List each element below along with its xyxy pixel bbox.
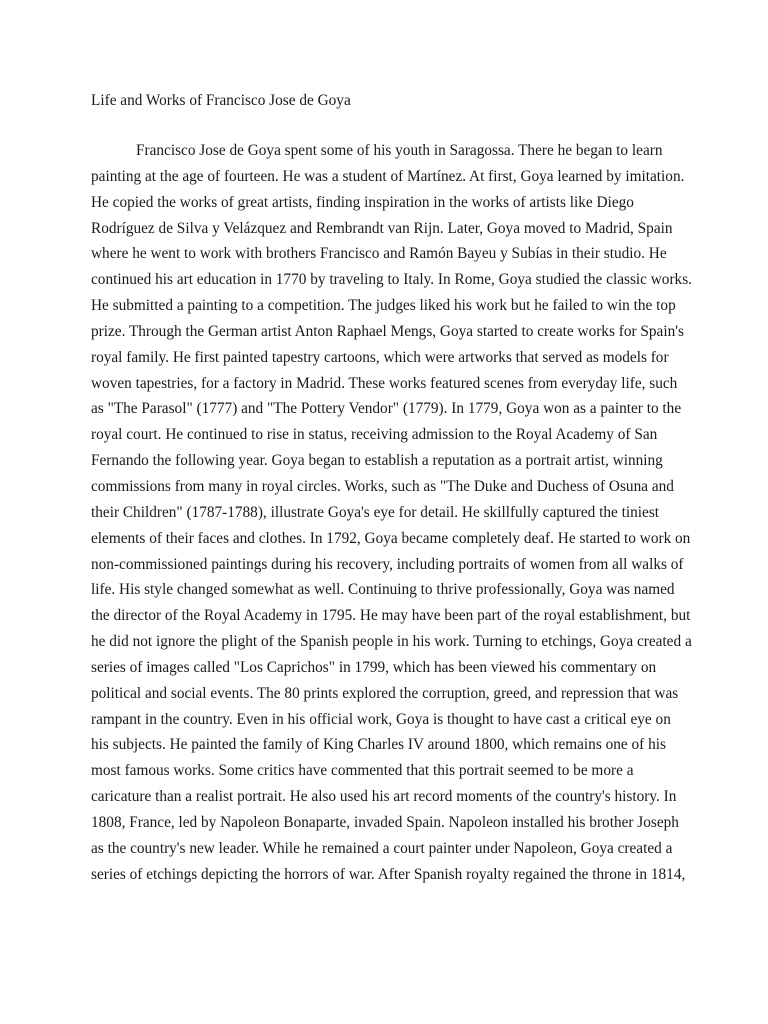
body-line: where he went to work with brothers Francisco and Ramón Bayeu y Subías in their studio. He [91,245,667,263]
body-line: rampant in the country. Even in his official work, Goya is thought to have cast a critical eye on [91,710,671,728]
body-line: their Children" (1787-1788), illustrate Goya's eye for detail. He skillfully captured the tiniest [91,503,660,521]
body-line: life. His style changed somewhat as well. Continuing to thrive professionally, Goya was named [91,581,675,599]
body-line: the director of the Royal Academy in 1795. He may have been part of the royal establishment, but [91,607,691,625]
document-body [91,141,691,890]
document-title: Life and Works of Francisco Jose de Goya [91,92,351,109]
body-line: He submitted a painting to a competition. The judges liked his work but he failed to win the top [91,297,676,315]
body-line: painting at the age of fourteen. He was a student of Martínez. At first, Goya learned by imitation. [91,167,685,185]
body-line: elements of their faces and clothes. In 1792, Goya became completely deaf. He started to work on [91,529,691,547]
body-line: woven tapestries, for a factory in Madrid. These works featured scenes from everyday life, such [91,374,678,392]
body-line: as "The Parasol" (1777) and "The Pottery Vendor" (1779). In 1779, Goya won as a painter to the [91,400,682,418]
body-line: his subjects. He painted the family of King Charles IV around 1800, which remains one of his [91,736,666,754]
body-line: he did not ignore the plight of the Spanish people in his work. Turning to etchings, Goya created a [91,633,692,651]
body-line: most famous works. Some critics have commented that this portrait seemed to be more a [91,762,634,780]
body-line: royal court. He continued to rise in status, receiving admission to the Royal Academy of San [91,426,658,444]
body-line: as the country's new leader. While he remained a court painter under Napoleon, Goya created a [91,839,673,857]
body-line: Francisco Jose de Goya spent some of his youth in Saragossa. There he began to learn [136,142,663,159]
body-line: continued his art education in 1770 by traveling to Italy. In Rome, Goya studied the classic works. [91,271,692,289]
body-line: royal family. He first painted tapestry cartoons, which were artworks that served as models for [91,348,669,366]
body-line: non-commissioned paintings during his recovery, including portraits of women from all walks of [91,555,684,573]
body-line: political and social events. The 80 prints explored the corruption, greed, and repression that was [91,684,679,702]
body-line: 1808, France, led by Napoleon Bonaparte, invaded Spain. Napoleon installed his brother Joseph [91,813,679,831]
body-line: Fernando the following year. Goya began to establish a reputation as a portrait artist, winning [91,452,663,470]
body-line: Rodríguez de Silva y Velázquez and Rembrandt van Rijn. Later, Goya moved to Madrid, Spain [91,219,673,237]
body-line: prize. Through the German artist Anton Raphael Mengs, Goya started to create works for Spain's [91,322,684,340]
body-line: series of images called "Los Caprichos" in 1799, which has been viewed his commentary on [91,658,657,676]
body-line: He copied the works of great artists, finding inspiration in the works of artists like Diego [91,193,634,211]
body-line: commissions from many in royal circles. Works, such as "The Duke and Duchess of Osuna and [91,477,674,495]
body-line: caricature than a realist portrait. He also used his art record moments of the country's history. In [91,788,677,806]
body-line: series of etchings depicting the horrors of war. After Spanish royalty regained the throne in 1814, [91,865,686,883]
